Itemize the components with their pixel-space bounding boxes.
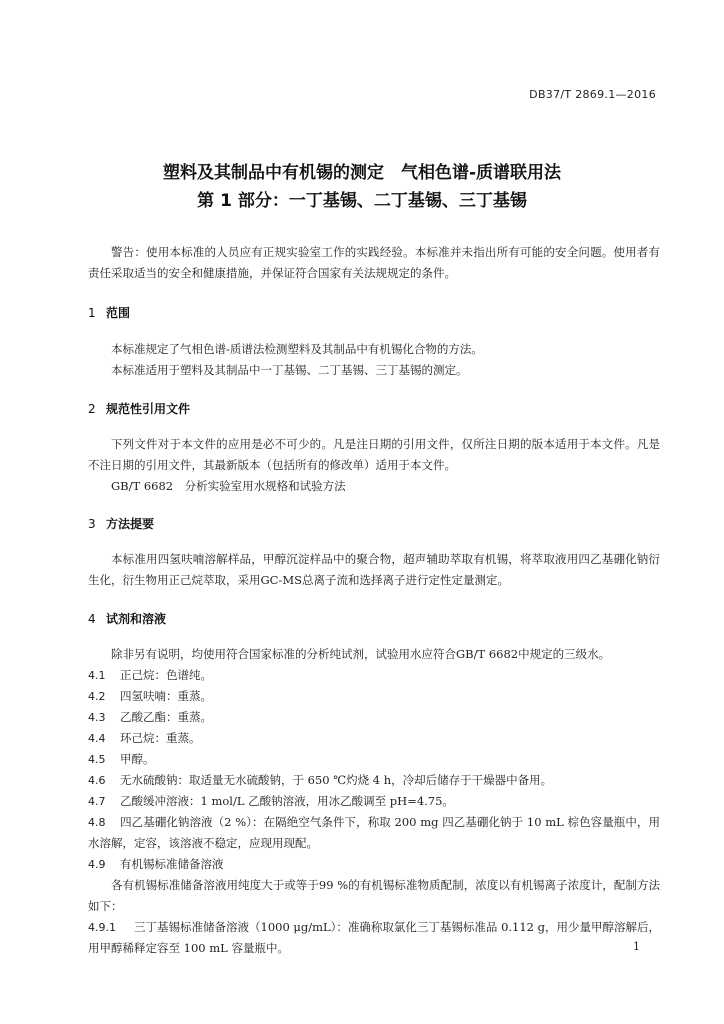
item-text: 四乙基硼化钠溶液（2 %）：在隔绝空气条件下，称取 200 mg 四乙基硼化钠于 10 mL 棕色容量瓶中，用水溶解，定容，该溶液不稳定，应现用现配。 — [88, 815, 660, 850]
item-number: 4.1 — [88, 669, 106, 682]
item-number: 4.7 — [88, 795, 106, 808]
section-2-heading — [88, 400, 190, 417]
list-item — [88, 749, 660, 770]
item-number: 4.9 — [88, 858, 106, 871]
document-title-line1: 塑料及其制品中有机锡的测定 气相色谱-质谱联用法 — [162, 163, 562, 183]
list-item — [88, 665, 660, 686]
section-1-heading — [88, 304, 130, 321]
section-number: 3 — [88, 517, 96, 531]
item-text: 有机锡标准储备溶液 — [120, 857, 224, 871]
item-number: 4.8 — [88, 816, 106, 829]
item-text: 环己烷：重蒸。 — [120, 731, 201, 745]
section-number: 4 — [88, 612, 96, 626]
list-item — [88, 707, 660, 728]
item-text: 无水硫酸钠：取适量无水硫酸钠，于 650 ℃灼烧 4 h，冷却后储存于干燥器中备用。 — [120, 773, 553, 787]
item-number: 4.9.1 — [88, 921, 116, 934]
document-title-line2: 第 1 部分：一丁基锡、二丁基锡、三丁基锡 — [197, 191, 527, 211]
section-4-intro: 除非另有说明，均使用符合国家标准的分析纯试剂，试验用水应符合GB/T 6682中规定的三级水。 — [111, 647, 611, 661]
list-item — [88, 791, 660, 812]
list-item — [88, 812, 660, 854]
section-title: 方法提要 — [106, 517, 155, 531]
standard-code: DB37/T 2869.1—2016 — [529, 88, 656, 101]
section-title: 范围 — [106, 306, 131, 320]
section-number: 2 — [88, 402, 96, 416]
section-1-paragraph-2: 本标准适用于塑料及其制品中一丁基锡、二丁基锡、三丁基锡的测定。 — [111, 363, 468, 377]
item-number: 4.3 — [88, 711, 106, 724]
item-number: 4.6 — [88, 774, 106, 787]
section-3-heading — [88, 515, 154, 532]
page-number: 1 — [633, 940, 640, 953]
sub-item — [88, 917, 660, 959]
section-3-paragraph: 本标准用四氢呋喃溶解样品，甲醇沉淀样品中的聚合物，超声辅助萃取有机锡，将萃取液用四乙基硼化钠衍生化，衍生物用正己烷萃取，采用GC-MS总离子流和选择离子进行定性定量测定。 — [88, 552, 660, 587]
section-number: 1 — [88, 306, 96, 320]
section-2-paragraph: 下列文件对于本文件的应用是必不可少的。凡是注日期的引用文件，仅所注日期的版本适用于本文件。凡是不注日期的引用文件，其最新版本（包括所有的修改单）适用于本文件。 — [88, 437, 660, 472]
list-item — [88, 686, 660, 707]
section-4-heading — [88, 610, 166, 627]
list-item — [88, 854, 660, 875]
section-4-9-paragraph: 各有机锡标准储备溶液用纯度大于或等于99 %的有机锡标准物质配制，浓度以有机锡离子浓度计，配制方法如下： — [88, 878, 660, 913]
section-1-paragraph-1: 本标准规定了气相色谱-质谱法检测塑料及其制品中有机锡化合物的方法。 — [111, 342, 483, 356]
item-text: 四氢呋喃：重蒸。 — [120, 689, 212, 703]
warning-paragraph: 警告：使用本标准的人员应有正规实验室工作的实践经验。本标准并未指出所有可能的安全问题。使用者有责任采取适当的安全和健康措施，并保证符合国家有关法规规定的条件。 — [88, 245, 660, 280]
item-text: 甲醇。 — [120, 752, 155, 766]
item-number: 4.4 — [88, 732, 106, 745]
section-title: 试剂和溶液 — [106, 612, 167, 626]
list-item — [88, 728, 660, 749]
item-text: 乙酸乙酯：重蒸。 — [120, 710, 212, 724]
section-title: 规范性引用文件 — [106, 402, 191, 416]
item-number: 4.5 — [88, 753, 106, 766]
item-text: 三丁基锡标准储备溶液（1000 μg/mL）：准确称取氯化三丁基锡标准品 0.112 g，用少量甲醇溶解后，用甲醇稀释定容至 100 mL 容量瓶中。 — [88, 920, 661, 955]
item-text: 正己烷：色谱纯。 — [120, 668, 212, 682]
item-number: 4.2 — [88, 690, 106, 703]
list-item — [88, 770, 660, 791]
normative-reference: GB/T 6682 分析实验室用水规格和试验方法 — [111, 479, 346, 493]
item-text: 乙酸缓冲溶液：1 mol/L 乙酸钠溶液，用冰乙酸调至 pH=4.75。 — [120, 794, 454, 808]
